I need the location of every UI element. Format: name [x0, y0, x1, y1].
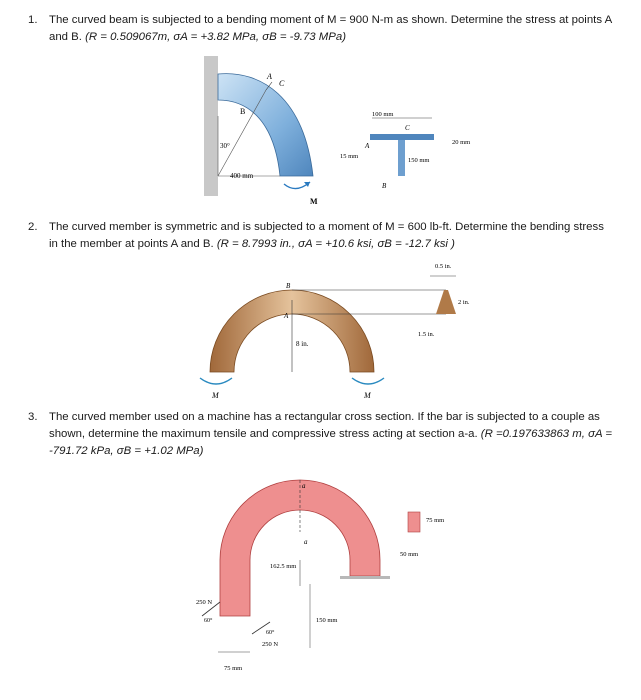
height-label: 150 mm	[316, 617, 338, 624]
radius-label: 400 mm	[230, 172, 254, 180]
problem-3	[28, 409, 613, 460]
depth-label: 75 mm	[426, 517, 445, 524]
force-left: 250 N	[196, 599, 213, 606]
triangle-section	[436, 290, 456, 314]
t-web	[398, 140, 405, 176]
problem-number: 1.	[28, 14, 38, 26]
figure-1-curved-beam	[200, 56, 490, 216]
label-B: B	[240, 107, 246, 116]
top-width: 0.5 in.	[435, 263, 452, 270]
svg-text:C: C	[405, 124, 410, 132]
problem-statement: The curved member is symmetric and is subjected to a moment of M = 600 lb-ft. Determine the bending stress in the member at points A and B.	[49, 221, 604, 250]
problem-2	[28, 219, 613, 253]
force-right: 250 N	[262, 641, 279, 648]
svg-text:B: B	[382, 182, 387, 190]
rect-section	[408, 512, 420, 532]
label-B: B	[286, 282, 291, 290]
label-M-left: M	[212, 391, 219, 400]
label-A: A	[267, 72, 272, 81]
problem-statement: The curved beam is subjected to a bending moment of M = 900 N-m as shown. Determine the stress at points A and B.	[49, 14, 612, 43]
problem-answer: (R = 0.509067m, σA = +3.82 MPa, σB = -9.73 MPa)	[85, 31, 346, 43]
base-width: 75 mm	[224, 665, 243, 672]
angle-label: 30°	[220, 142, 230, 150]
moment-right-arrow	[352, 378, 384, 384]
angle-right: 60°	[266, 630, 275, 636]
label-M: M	[310, 197, 318, 206]
problem-1	[28, 12, 613, 46]
section-a-top: a	[302, 482, 306, 490]
figure-3-machine-member	[190, 476, 470, 676]
wall	[204, 56, 218, 196]
problem-answer: (R = 8.7993 in., σA = +10.6 ksi, σB = -12.7 ksi )	[216, 238, 455, 250]
label-A: A	[284, 312, 289, 320]
problem-statement: The curved member used on a machine has a rectangular cross section. If the bar is subjected to a couple as shown, determine the maximum tensile and compressive stress acting at section a-a.	[49, 411, 600, 440]
problem-number: 3.	[28, 411, 38, 423]
curved-beam	[218, 74, 313, 176]
flange-width: 100 mm	[372, 111, 394, 118]
problem-number: 2.	[28, 221, 38, 233]
t-flange	[370, 134, 434, 140]
web-thickness: 15 mm	[340, 153, 359, 160]
width-label: 50 mm	[400, 551, 419, 558]
label-C: C	[279, 79, 285, 88]
radius-label: 8 in.	[296, 340, 309, 348]
figure-2-curved-member	[190, 260, 480, 400]
moment-left-arrow	[200, 378, 232, 384]
section-height: 2 in.	[458, 299, 470, 306]
section-a-inner: a	[304, 538, 308, 546]
radius-label: 162.5 mm	[270, 563, 297, 570]
svg-text:A: A	[365, 142, 370, 150]
problem-answer: (R =0.197633863 m, σA = -791.72 kPa, σB = +1.02 MPa)	[49, 428, 612, 457]
web-height: 150 mm	[408, 157, 430, 164]
angle-left: 60°	[204, 618, 213, 624]
base-width: 1.5 in.	[418, 331, 435, 338]
label-M-right: M	[364, 391, 371, 400]
flange-thickness: 20 mm	[452, 139, 471, 146]
